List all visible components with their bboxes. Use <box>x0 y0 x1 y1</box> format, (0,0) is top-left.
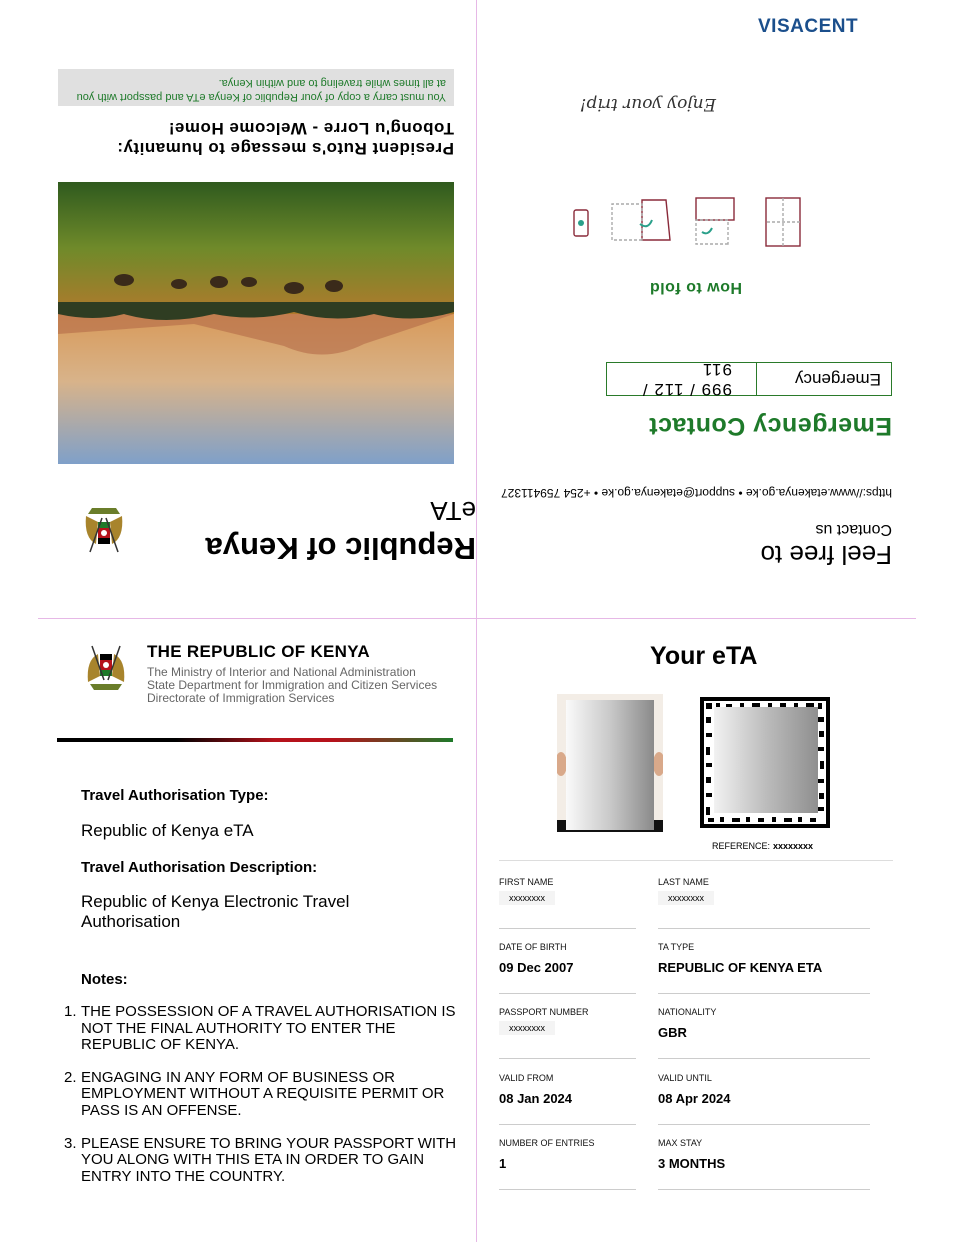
coat-of-arms-icon <box>78 640 134 696</box>
list-item <box>64 1136 464 1186</box>
valid-from-value: 08 Jan 2024 <box>499 1091 573 1106</box>
president-message <box>58 118 454 158</box>
reference <box>712 841 813 851</box>
notes-list <box>64 1004 464 1201</box>
emergency-numbers: 999 / 112 / 911 <box>641 360 732 399</box>
entries-value: 1 <box>499 1156 507 1171</box>
last-name-label: LAST NAME <box>658 877 709 887</box>
valid-until-field <box>658 1073 870 1106</box>
directorate-line: Directorate of Immigration Services <box>147 691 335 705</box>
contact-us-label: Contact us <box>815 521 892 538</box>
cover-subtitle: eTA <box>430 496 476 526</box>
valid-from-label: VALID FROM <box>499 1073 554 1083</box>
emergency-table <box>606 360 892 399</box>
nationality-field <box>658 1007 870 1040</box>
fold-line-horizontal <box>38 618 916 619</box>
nationality-value: GBR <box>658 1025 687 1040</box>
note-number: 2. <box>64 1068 77 1086</box>
first-name-label: FIRST NAME <box>499 877 554 887</box>
ta-type-value: Republic of Kenya eTA <box>81 821 254 840</box>
last-name-field <box>658 877 870 906</box>
flag-color-bar <box>57 738 453 742</box>
valid-until-value: 08 Apr 2024 <box>658 1091 731 1106</box>
how-to-fold-heading: How to fold <box>649 279 742 296</box>
valid-from-field <box>499 1073 636 1106</box>
entries-field <box>499 1138 636 1171</box>
emergency-heading: Emergency Contact <box>648 412 892 440</box>
passport-field <box>499 1007 636 1036</box>
note-text: ENGAGING IN ANY FORM OF BUSINESS OR EMPLOYMENT WITHOUT A REQUISITE PERMIT OR PASS IS AN OFFENSE. <box>81 1068 445 1119</box>
feel-free-heading: Feel free to <box>760 540 892 570</box>
your-eta-heading: Your eTA <box>650 642 758 670</box>
cover-panel <box>38 0 476 618</box>
divider <box>499 1124 636 1125</box>
qr-code <box>700 697 830 828</box>
note-number: 3. <box>64 1134 77 1152</box>
nationality-label: NATIONALITY <box>658 1007 717 1017</box>
ta-type-field-label: TA TYPE <box>658 942 695 952</box>
ta-type-field <box>658 942 870 975</box>
ta-description-value: Republic of Kenya Electronic Travel Authorisation <box>81 892 350 931</box>
fold-instructions-icon <box>568 190 808 250</box>
note-text: THE POSSESSION OF A TRAVEL AUTHORISATION IS NOT THE FINAL AUTHORITY TO ENTER THE REPUBLIC OF KENYA. <box>81 1003 456 1054</box>
list-item <box>64 1004 464 1054</box>
divider <box>658 928 870 929</box>
cover-photo <box>58 182 454 464</box>
divider <box>658 1189 870 1190</box>
valid-until-label: VALID UNTIL <box>658 1073 712 1083</box>
divider <box>658 993 870 994</box>
coat-of-arms-icon <box>76 502 132 558</box>
carry-copy-note: You must carry a copy of your Republic of Kenya eTA and passport with you at all times while traveling to and within Kenya. <box>58 69 454 106</box>
divider <box>499 928 636 929</box>
contact-panel <box>477 0 916 618</box>
max-stay-field <box>658 1138 870 1171</box>
divider <box>499 993 636 994</box>
max-stay-label: MAX STAY <box>658 1138 703 1148</box>
emergency-label: Emergency <box>756 363 891 395</box>
enjoy-trip-text: Enjoy your trip! <box>579 94 716 114</box>
divider <box>658 1058 870 1059</box>
brand-logo: VISACENT <box>758 16 859 37</box>
entries-label: NUMBER OF ENTRIES <box>499 1138 595 1148</box>
passport-value: xxxxxxxx <box>499 1021 555 1035</box>
republic-title: THE REPUBLIC OF KENYA <box>147 642 370 661</box>
dob-value: 09 Dec 2007 <box>499 960 574 975</box>
first-name-value: xxxxxxxx <box>499 891 555 905</box>
dob-field <box>499 942 636 975</box>
first-name-field <box>499 877 636 906</box>
note-text: PLEASE ENSURE TO BRING YOUR PASSPORT WITH YOU ALONG WITH THIS ETA IN ORDER TO GAIN ENTRY INTO THE COUNTRY. <box>81 1134 457 1185</box>
notes-label: Notes: <box>81 971 128 988</box>
reference-label: REFERENCE: <box>712 841 771 851</box>
note-number: 1. <box>64 1003 77 1020</box>
message-line-2: Tobong'u Lorre - Welcome Home! <box>168 119 454 138</box>
divider <box>499 1058 636 1059</box>
ta-type-label: Travel Authorisation Type: <box>81 787 269 804</box>
department-line: State Department for Immigration and Citizen Services <box>147 678 438 692</box>
list-item <box>64 1070 464 1120</box>
ta-description-label: Travel Authorisation Description: <box>81 859 318 876</box>
ta-type-field-value: REPUBLIC OF KENYA ETA <box>658 960 823 975</box>
divider <box>499 860 893 861</box>
message-line-1: President Ruto's message to humanity: <box>116 139 454 158</box>
dob-label: DATE OF BIRTH <box>499 942 567 952</box>
passport-label: PASSPORT NUMBER <box>499 1007 589 1017</box>
reference-value: xxxxxxxx <box>773 841 814 851</box>
ministry-line: The Ministry of Interior and National Administration <box>147 665 416 679</box>
traveller-photo <box>557 694 663 832</box>
max-stay-value: 3 MONTHS <box>658 1156 726 1171</box>
divider <box>658 1124 870 1125</box>
contact-links: https://www.etakenya.go.ke • support@etakenya.go.ke • +254 759411327 <box>501 486 892 500</box>
divider <box>499 1189 636 1190</box>
cover-title: Republic of Kenya <box>205 531 476 566</box>
last-name-value: xxxxxxxx <box>658 891 714 905</box>
